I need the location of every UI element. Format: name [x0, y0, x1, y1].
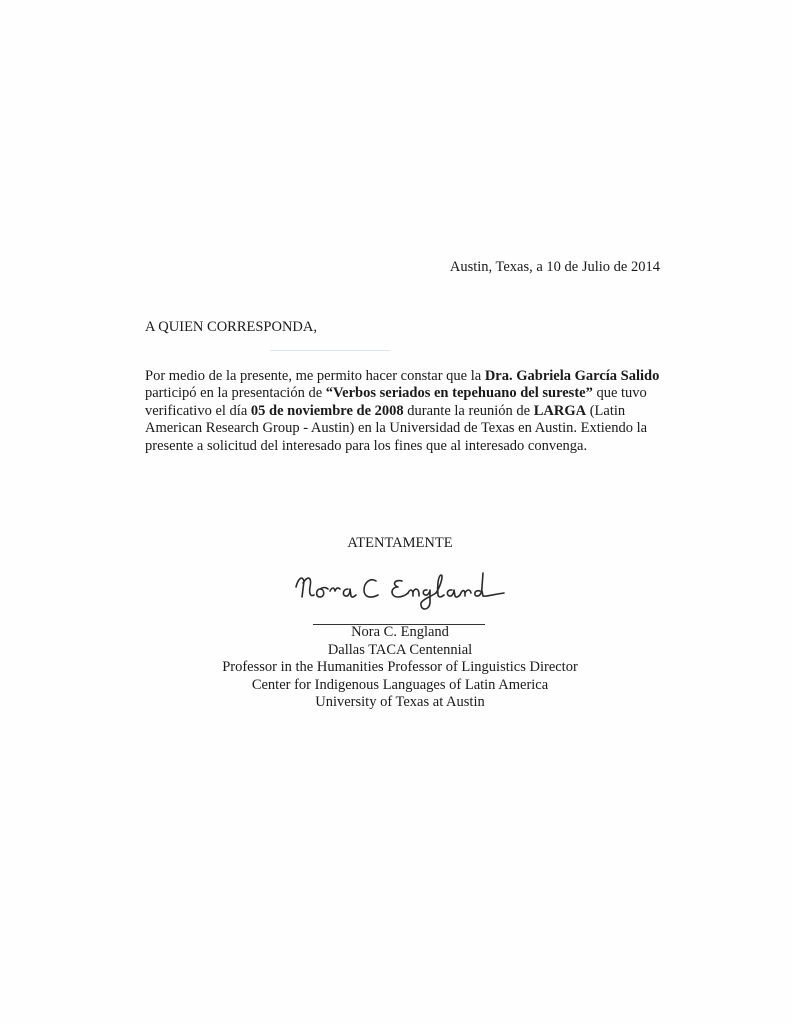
letter-body	[145, 368, 660, 455]
body-line-1	[145, 368, 660, 385]
signer-block	[0, 624, 791, 712]
signer-title-3: Center for Indigenous Languages of Latin America	[251, 676, 549, 693]
signer-title-1: Dallas TACA Centennial	[327, 641, 473, 658]
divider	[270, 350, 390, 351]
body-text: (Latin	[586, 402, 626, 419]
body-line-4: American Research Group - Austin) en la Universidad de Texas en Austin. Extiendo la	[145, 420, 648, 437]
signer-name: Nora C. England	[351, 624, 449, 640]
presentation-title: “Verbos seriados en tepehuano del sureste”	[325, 385, 593, 402]
date-line: Austin, Texas, a 10 de Julio de 2014	[449, 259, 660, 275]
organization-name: LARGA	[533, 402, 587, 419]
signer-title-2: Professor in the Humanities Professor of Linguistics Director	[222, 659, 578, 675]
handwritten-signature	[290, 565, 510, 615]
body-text: que tuvo	[592, 385, 647, 402]
body-text: Por medio de la presente, me permito hacer constar que la	[145, 368, 485, 384]
event-date: 05 de noviembre de 2008	[250, 402, 404, 419]
salutation: A QUIEN CORRESPONDA,	[145, 319, 318, 335]
recipient-name: Dra. Gabriela García Salido	[484, 368, 660, 384]
body-text: durante la reunión de	[403, 402, 534, 419]
body-text: verificativo el día	[145, 402, 251, 419]
body-line-5: presente a solicitud del interesado para los fines que al interesado convenga.	[145, 437, 588, 454]
body-line-2	[145, 385, 645, 402]
signer-title-4: University of Texas at Austin	[315, 694, 485, 710]
body-line-3	[145, 403, 645, 420]
closing: ATENTAMENTE	[347, 535, 453, 551]
body-text: participó en la presentación de	[145, 385, 326, 402]
